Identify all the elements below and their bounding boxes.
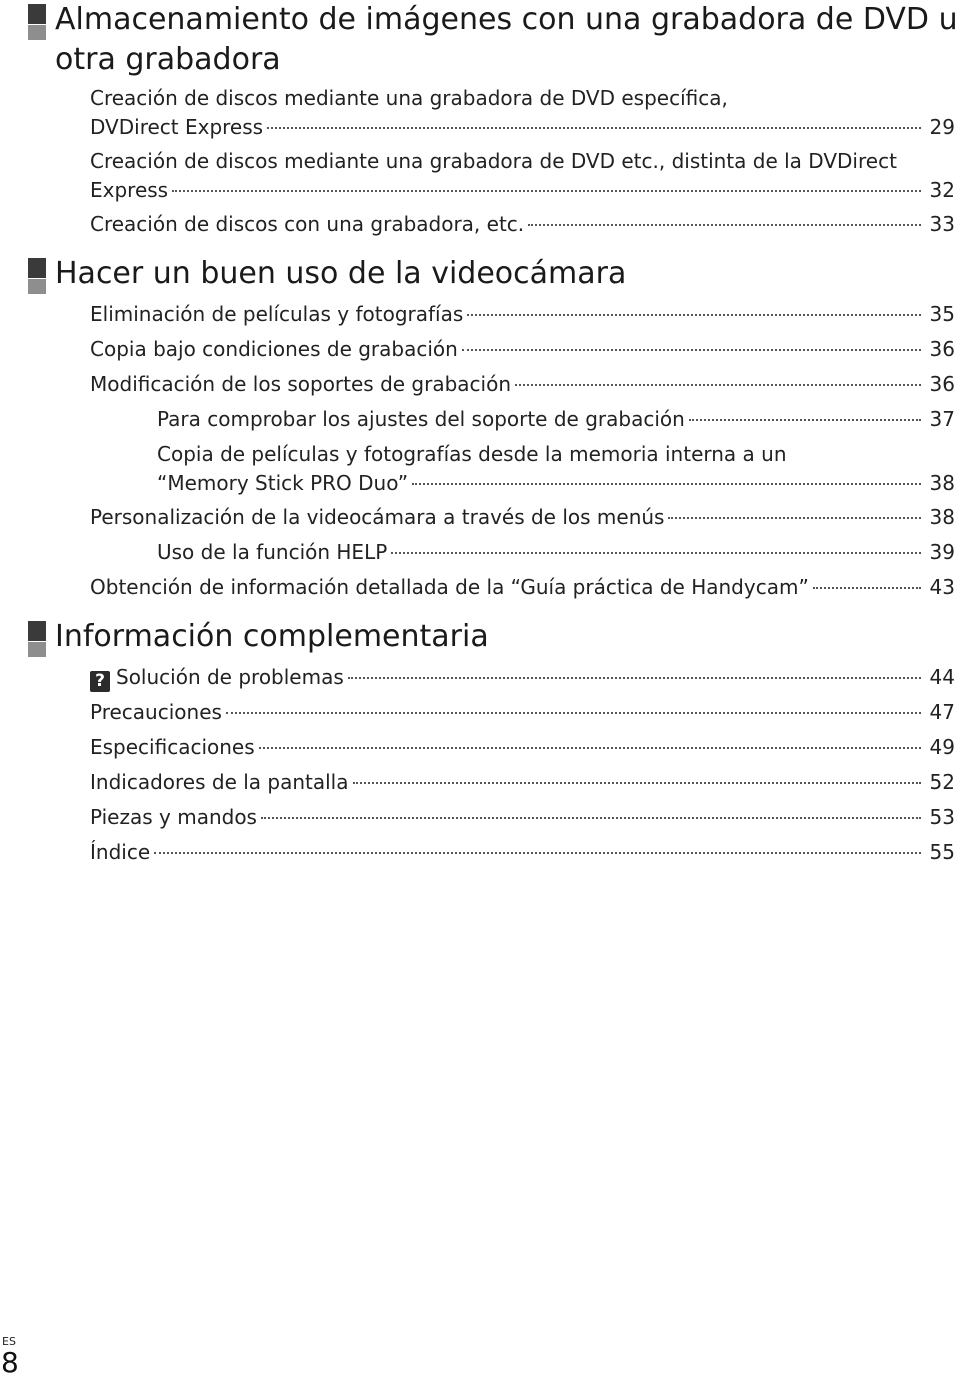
toc-entry-title-line1: Creación de discos mediante una grabadora de DVD etc., distinta de la DVDirect	[90, 149, 897, 173]
toc-entry-page: 38	[929, 505, 955, 529]
dot-leader	[412, 483, 921, 485]
section-almacenamiento	[0, 0, 960, 80]
toc-entry[interactable]	[90, 573, 955, 602]
toc-entry[interactable]	[90, 663, 955, 692]
toc-entry[interactable]	[90, 838, 955, 867]
toc-entry[interactable]	[90, 84, 955, 142]
section-heading-text: Hacer un buen uso de la videocámara	[55, 256, 627, 291]
section-marker-icon	[28, 4, 46, 40]
toc-entry-title: Precauciones	[90, 700, 222, 724]
toc-entry-title: DVDirect Express	[90, 115, 264, 139]
section-heading-line2: otra grabadora	[55, 42, 281, 77]
dot-leader	[689, 419, 921, 421]
toc-entry[interactable]	[157, 405, 955, 434]
dot-leader	[515, 384, 921, 386]
page-footer	[0, 1336, 30, 1378]
dot-leader	[668, 517, 921, 519]
toc-entry-page: 55	[929, 840, 955, 864]
toc-entry[interactable]	[90, 768, 955, 797]
toc-entry-page: 44	[929, 665, 955, 689]
toc-entry-page: 36	[929, 372, 955, 396]
dot-leader	[261, 817, 921, 819]
toc-entry-page: 33	[929, 212, 955, 236]
dot-leader	[528, 224, 921, 226]
toc-entry[interactable]	[157, 440, 955, 498]
toc-entry-title: Uso de la función HELP	[157, 540, 388, 564]
toc-entry-page: 38	[929, 471, 955, 495]
toc-entry[interactable]	[90, 698, 955, 727]
toc-entry[interactable]	[90, 733, 955, 762]
dot-leader	[467, 314, 921, 316]
toc-entry-title: Copia bajo condiciones de grabación	[90, 337, 458, 361]
toc-entry-title: Para comprobar los ajustes del soporte de grabación	[157, 407, 685, 431]
toc-entry[interactable]	[90, 803, 955, 832]
language-code: ES	[2, 1335, 16, 1348]
toc-entry-title: “Memory Stick PRO Duo”	[157, 471, 409, 495]
toc-entry-title: Personalización de la videocámara a través de los menús	[90, 505, 665, 529]
section-heading	[0, 0, 960, 80]
dot-leader	[813, 587, 921, 589]
section-heading-line1: Almacenamiento de imágenes con una grabadora de DVD u	[55, 2, 958, 37]
toc-entry-page: 49	[929, 735, 955, 759]
toc-entry-page: 29	[929, 115, 955, 139]
toc-entry-title: Especificaciones	[90, 735, 255, 759]
toc-entry-title: Creación de discos con una grabadora, etc.	[90, 212, 525, 236]
toc-entry[interactable]	[157, 538, 955, 567]
dot-leader	[226, 712, 921, 714]
toc-entry[interactable]	[90, 300, 955, 329]
toc-entry-title	[90, 663, 344, 692]
toc-entry[interactable]	[90, 147, 955, 205]
section-heading-text: Información complementaria	[55, 619, 489, 654]
toc-entry-title: Obtención de información detallada de la “Guía práctica de Handycam”	[90, 575, 809, 599]
toc-entry-title: Modificación de los soportes de grabación	[90, 372, 512, 396]
toc-entry[interactable]	[90, 370, 955, 399]
toc-entry-page: 32	[929, 178, 955, 202]
section-marker-icon	[28, 258, 46, 294]
dot-leader	[462, 349, 921, 351]
toc-entry-title-line1: Creación de discos mediante una grabadora de DVD específica,	[90, 86, 728, 110]
help-question-icon: ?	[90, 671, 110, 692]
toc-entry-title: Índice	[90, 840, 151, 864]
toc-entry-page: 52	[929, 770, 955, 794]
toc-entry-page: 43	[929, 575, 955, 599]
section-marker-icon	[28, 621, 46, 657]
toc-entry-page: 37	[929, 407, 955, 431]
dot-leader	[154, 852, 921, 854]
toc-entry[interactable]	[90, 503, 955, 532]
toc-entry-title: Indicadores de la pantalla	[90, 770, 349, 794]
toc-entry[interactable]	[90, 210, 955, 239]
toc-entry[interactable]	[90, 335, 955, 364]
toc-entry-title-line1: Copia de películas y fotografías desde la memoria interna a un	[157, 442, 787, 466]
toc-entry-page: 47	[929, 700, 955, 724]
dot-leader	[391, 552, 921, 554]
section-heading	[0, 617, 960, 657]
dot-leader	[259, 747, 921, 749]
dot-leader	[267, 127, 921, 129]
toc-entry-page: 35	[929, 302, 955, 326]
toc-entry-page: 36	[929, 337, 955, 361]
toc-entry-page: 53	[929, 805, 955, 829]
dot-leader	[348, 677, 921, 679]
section-heading	[0, 254, 960, 294]
toc-entry-page: 39	[929, 540, 955, 564]
toc-entry-title: Express	[90, 178, 169, 202]
dot-leader	[172, 190, 921, 192]
dot-leader	[353, 782, 922, 784]
page-number: 8	[1, 1346, 19, 1379]
toc-entry-title: Piezas y mandos	[90, 805, 257, 829]
toc-entry-title: Eliminación de películas y fotografías	[90, 302, 464, 326]
toc-entry-title-text: Solución de problemas	[116, 665, 344, 689]
